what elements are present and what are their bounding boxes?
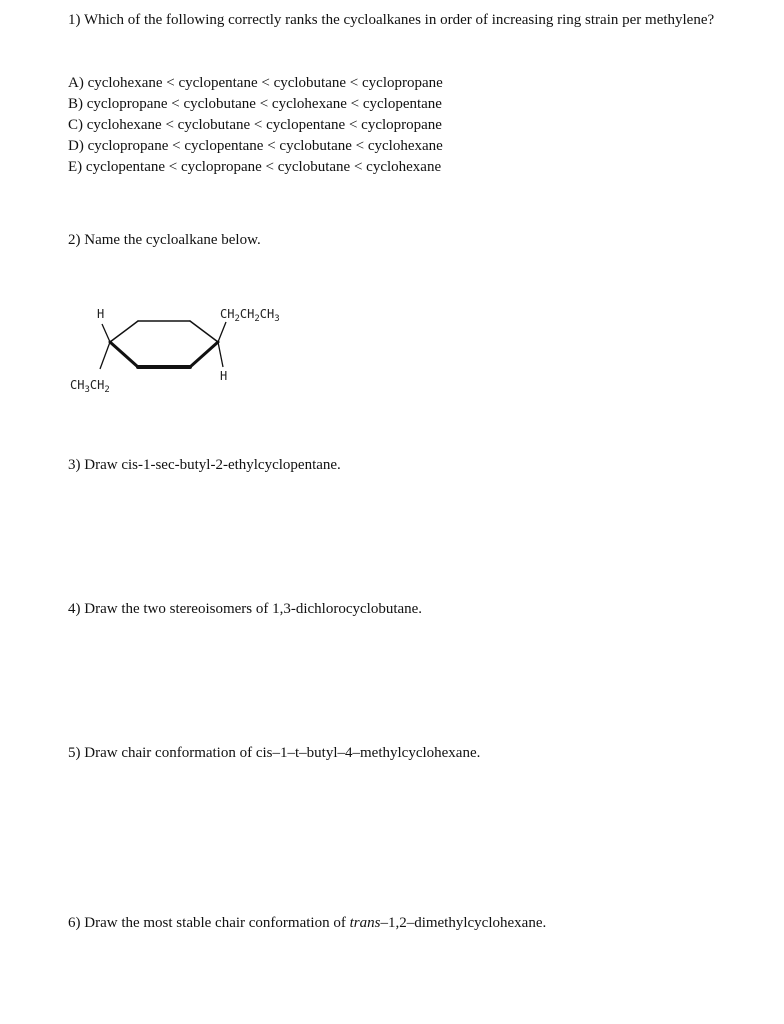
ring-bond-top-right <box>190 321 218 342</box>
question-5-text: 5) Draw chair conformation of cis–1–t–butyl–4–methylcyclohexane. <box>68 745 481 761</box>
question-2-text: 2) Name the cycloalkane below. <box>68 232 261 248</box>
option-a: A) cyclohexane < cyclopentane < cyclobutane < cyclopropane <box>68 75 443 91</box>
option-c: C) cyclohexane < cyclobutane < cyclopentane < cyclopropane <box>68 117 442 133</box>
cyclohexane-structure-diagram <box>60 296 320 406</box>
option-d: D) cyclopropane < cyclopentane < cyclobutane < cyclohexane <box>68 138 443 154</box>
substituent-bonds <box>100 322 226 369</box>
label-ethyl: $CH_3CH_2$ <box>70 378 110 395</box>
option-b: B) cyclopropane < cyclobutane < cyclohexane < cyclopentane <box>68 96 442 112</box>
label-propyl: $CH_2CH_2CH_3$ <box>220 307 280 324</box>
bond-left-ethyl <box>100 342 110 369</box>
question-6-suffix: –1,2–dimethylcyclohexane. <box>380 915 547 931</box>
option-e: E) cyclopentane < cyclopropane < cyclobutane < cyclohexane <box>68 159 442 175</box>
question-6-italic: trans <box>349 915 381 931</box>
ring-bond-bottom-right <box>190 342 218 367</box>
cyclohexane-ring <box>110 321 218 367</box>
question-3-text: 3) Draw cis-1-sec-butyl-2-ethylcyclopentane. <box>68 457 341 473</box>
bond-left-h <box>102 324 110 342</box>
label-h-bottom-right: H <box>220 369 228 383</box>
ring-bond-bottom-left <box>110 342 138 367</box>
bond-right-propyl <box>218 322 226 342</box>
ring-bond-top-left <box>110 321 138 342</box>
bond-right-h <box>218 342 223 367</box>
question-6-text <box>68 913 546 934</box>
question-6-prefix: 6) Draw the most stable chair conformation of <box>68 915 350 931</box>
question-1-text: 1) Which of the following correctly ranks the cycloalkanes in order of increasing ring strain per methylene? <box>68 12 715 28</box>
label-h-top-left: H <box>97 307 105 321</box>
question-4-text: 4) Draw the two stereoisomers of 1,3-dichlorocyclobutane. <box>68 601 423 617</box>
question-1-options <box>68 73 443 178</box>
